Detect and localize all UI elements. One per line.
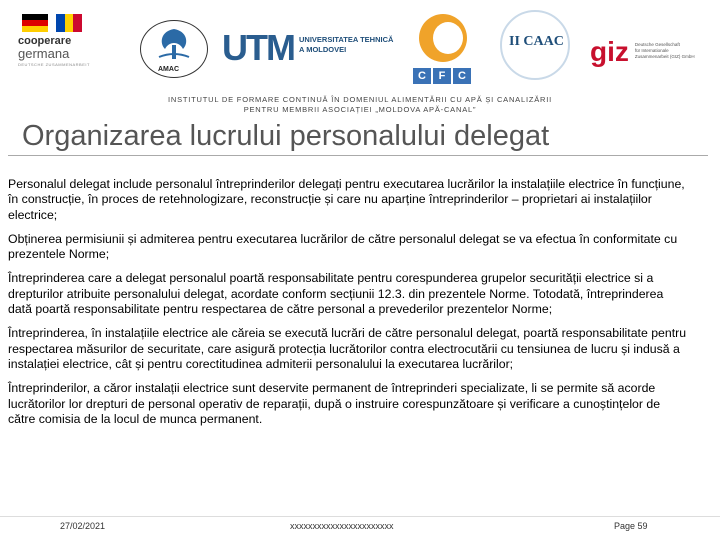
footer-date: 27/02/2021 [60,521,106,531]
institute-header-line2: PENTRU MEMBRII ASOCIAȚIEI „MOLDOVA APĂ-CANAL” [243,105,477,114]
tree-icon [141,21,207,65]
amac-label: AMAC [158,66,179,73]
giz-line2: für Internationale [634,48,669,53]
cooperare-germana-logo [18,14,113,76]
coop-line1: cooperare [18,35,72,47]
body-paragraph: Întreprinderea, în instalațiile electrice ale căreia se execută lucrări de către personalul delegat, poartă responsabilitate pentru respectarea măsurilor de securitate, care asigură protecția lucrătorilor contra electrocutării cu tensiunea de lucru și indusă a instalației electrice, cât și pentru corectitudinea admiterii personalului la executarea lucrărilor; [8,326,687,371]
slide-body [8,177,688,436]
body-paragraph: Obținerea permisiunii și admiterea pentru executarea lucrărilor de către personalul delegat se va efectua în conformitate cu prezentele Norme; [8,231,678,262]
iicaac-logo [490,10,578,85]
globe-icon [500,10,570,80]
germany-flag-icon [22,14,48,32]
giz-mark: giz [590,36,629,67]
cfc-letter: C [453,68,471,84]
footer-page-number: Page 59 [614,521,648,531]
coop-line3: DEUTSCHE ZUSAMMENARBEIT [18,62,90,67]
body-paragraph: Întreprinderea care a delegat personalul poartă responsabilitate pentru corespunderea grupelor securității electrice si a drepturilor atribuite personalului delegat, acordate conform secțiunii 12.3. din prezentele Norme. Totodată, întreprinderea dată poartă responsabilitate pentru respectarea de către personal a prevederilor prezentelor Norme; [8,271,664,317]
iicaac-label: II CAAC [509,34,564,49]
institute-header-line1: INSTITUTUL DE FORMARE CONTINUĂ ÎN DOMENIUL ALIMENTĂRII CU APĂ ȘI CANALIZĂRII [167,95,553,104]
cfc-letter: F [433,68,451,84]
amac-logo [140,20,210,80]
amac-emblem-icon [140,20,208,78]
utm-mark: UTM [222,27,294,68]
title-divider [8,155,708,156]
footer-divider [0,516,720,517]
body-paragraph: Personalul delegat include personalul întreprinderilor delegați pentru executarea lucrărilor la instalațiile electrice în funcțiune, în construcție, în proces de retehnologizare, reconstrucție și care nu aparține întreprinderilor – proprietari ai instalațiilor electrice; [8,177,685,222]
slide-title: Organizarea lucrului personalului delegat [22,120,550,152]
moldova-flag-icon [56,14,82,32]
cfc-swirl-icon [419,14,467,62]
coop-line2: germana [18,46,70,61]
giz-line1: Deutsche Gesellschaft [634,42,680,47]
cfc-logo [405,8,480,90]
footer-placeholder: xxxxxxxxxxxxxxxxxxxxxxx [290,521,394,531]
cfc-letter: C [413,68,431,84]
utm-line1: UNIVERSITATEA TEHNICĂ [298,35,394,44]
logo-bar [0,0,720,95]
body-paragraph: Întreprinderilor, a căror instalații electrice sunt deservite permanent de întreprinderi specializate, li se permite să acorde lucrătorilor lor drepturi de personal operativ de reparații, după o instruire corespunzătoare și verificare a cunoștințelor de către comisia de la locul de munca permanent. [8,381,661,426]
utm-line2: A MOLDOVEI [298,45,347,54]
utm-logo [222,27,397,75]
giz-line3: Zusammenarbeit (GIZ) GmbH [634,54,695,59]
institute-header [0,95,720,115]
giz-logo [590,38,710,78]
